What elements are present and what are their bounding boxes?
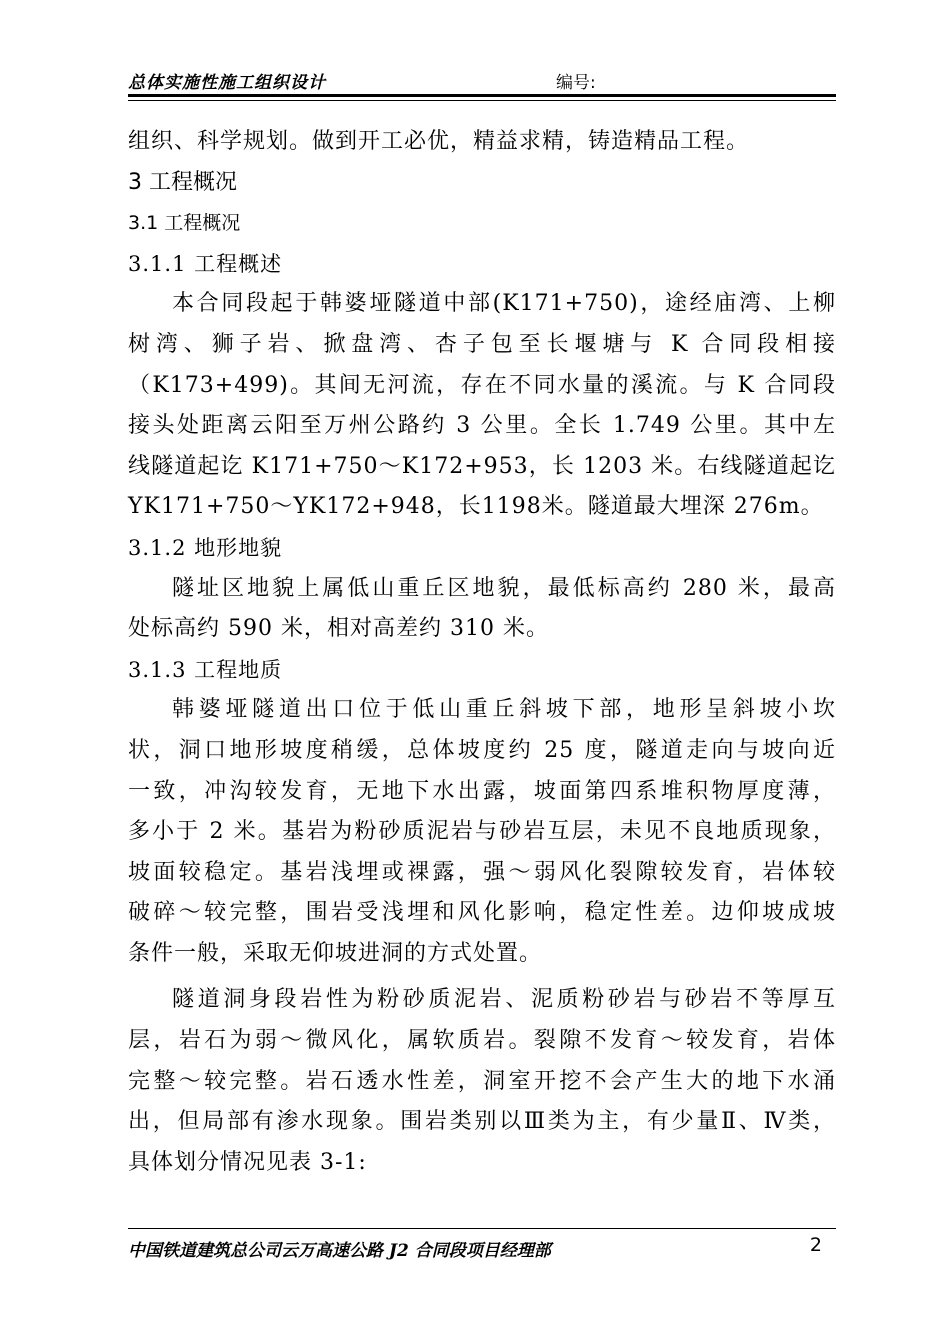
page-body [128,122,836,1183]
paragraph-line: 层，岩石为弱～微风化，属软质岩。裂隙不发育～较发育，岩体 [128,1028,836,1054]
paragraph-line: 隧道洞身段岩性为粉砂质泥岩、泥质粉砂岩与砂岩不等厚互 [172,987,836,1013]
paragraph-geology-body [128,980,836,1183]
paragraph-line: 破碎～较完整，围岩受浅埋和风化影响，稳定性差。边仰坡成坡 [128,900,836,926]
section-heading-3: 3 工程概况 [128,169,237,195]
paragraph-line: 树湾、狮子岩、掀盘湾、杏子包至长堰塘与 K 合同段相接 [128,331,836,357]
paragraph-line: 隧址区地貌上属低山重丘区地貌，最低标高约 280 米，最高 [172,575,836,601]
page-number: 2 [809,1234,822,1256]
paragraph-line: 处标高约 590 米，相对高差约 310 米。 [128,616,549,642]
paragraph-topography [128,569,836,650]
section-heading-3-1-3: 3.1.3 工程地质 [128,657,283,682]
section-heading-3-1-1: 3.1.1 工程概述 [128,251,283,276]
paragraph-line: 韩婆垭隧道出口位于低山重丘斜坡下部，地形呈斜坡小坎 [172,697,836,723]
paragraph-line: 线隧道起讫 K171+750～K172+953，长 1203 米。右线隧道起讫 [128,453,836,479]
footer-divider [128,1228,836,1229]
paragraph-line: 接头处距离云阳至万州公路约 3 公里。全长 1.749 公里。其中左 [128,413,836,439]
paragraph-line: （K173+499)。其间无河流，存在不同水量的溪流。与 K 合同段 [128,372,836,398]
paragraph-line: 一致，冲沟较发育，无地下水出露，坡面第四系堆积物厚度薄， [128,778,836,804]
carryover-text: 组织、科学规划。做到开工必优，精益求精，铸造精品工程。 [128,129,750,154]
header-divider-thick [128,94,836,97]
paragraph-line: 完整～较完整。岩石透水性差，洞室开挖不会产生大的地下水涌 [128,1068,836,1094]
paragraph-line: 状，洞口地形坡度稍缓，总体坡度约 25 度，隧道走向与坡向近 [128,737,836,763]
section-heading-3-1: 3.1 工程概况 [128,212,241,235]
document-title: 总体实施性施工组织设计 [128,73,326,93]
paragraph-line: 多小于 2 米。基岩为粉砂质泥岩与砂岩互层，未见不良地质现象， [128,819,836,845]
paragraph-line: 条件一般，采取无仰坡进洞的方式处置。 [128,940,543,966]
document-number-label: 编号: [556,73,596,93]
page-header [128,62,836,96]
paragraph-line: 具体划分情况见表 3-1: [128,1149,367,1175]
section-heading-3-1-2: 3.1.2 地形地貌 [128,535,283,560]
paragraph-geology-portal [128,690,836,974]
paragraph-line: 出，但局部有渗水现象。围岩类别以Ⅲ类为主，有少量Ⅱ、Ⅳ类， [128,1109,836,1135]
paragraph-line: YK171+750～YK172+948，长1198米。隧道最大埋深 276m。 [128,494,824,520]
paragraph-line: 本合同段起于韩婆垭隧道中部(K171+750)，途经庙湾、上柳 [172,291,836,317]
paragraph-line: 坡面较稳定。基岩浅埋或裸露，强～弱风化裂隙较发育，岩体较 [128,859,836,885]
footer-company: 中国铁道建筑总公司云万高速公路 J2 合同段项目经理部 [128,1241,551,1261]
paragraph-overview [128,284,836,528]
header-divider-thin [128,100,836,101]
